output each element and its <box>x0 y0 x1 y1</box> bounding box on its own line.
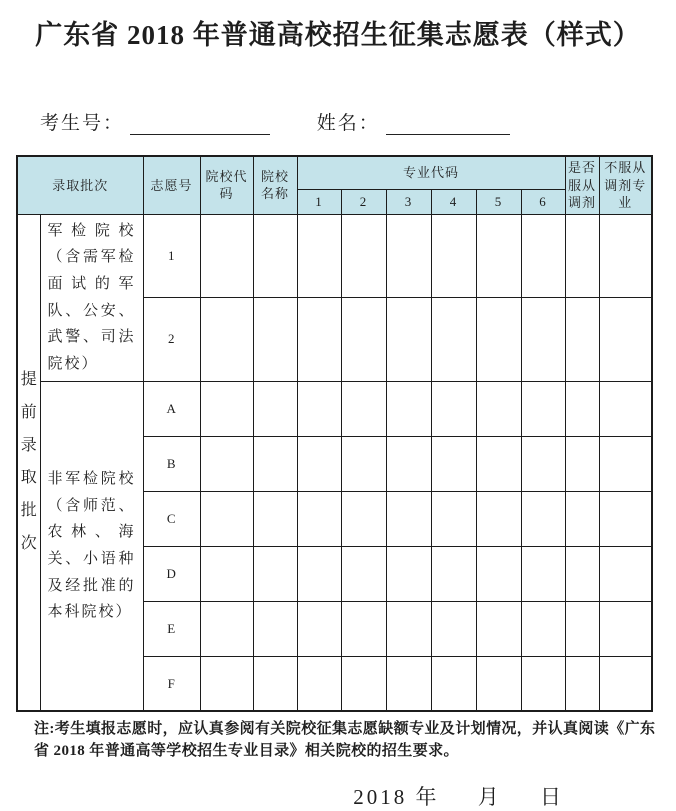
blank-cell <box>521 436 565 491</box>
date-year: 2018 年 <box>353 785 440 810</box>
blank-cell <box>431 546 476 601</box>
blank-cell <box>521 298 565 382</box>
blank-cell <box>386 298 431 382</box>
blank-cell <box>341 381 386 436</box>
blank-cell <box>521 546 565 601</box>
date-day: 日 <box>540 785 564 810</box>
blank-cell <box>341 491 386 546</box>
blank-cell <box>431 601 476 656</box>
blank-cell <box>297 298 341 382</box>
header-major-code: 专业代码 <box>297 156 565 189</box>
blank-cell <box>565 491 599 546</box>
blank-cell <box>200 436 253 491</box>
blank-cell <box>476 601 521 656</box>
blank-cell <box>253 656 297 711</box>
blank-cell <box>599 214 652 298</box>
blank-cell <box>253 601 297 656</box>
blank-cell <box>341 298 386 382</box>
blank-cell <box>565 214 599 298</box>
blank-cell <box>521 656 565 711</box>
blank-cell <box>565 601 599 656</box>
blank-cell <box>200 214 253 298</box>
blank-cell <box>297 436 341 491</box>
volunteer-no-A: A <box>143 381 200 436</box>
blank-cell <box>253 381 297 436</box>
name-label: 姓名： <box>316 113 380 134</box>
date-month: 月 <box>477 785 502 810</box>
blank-cell <box>599 298 652 382</box>
blank-cell <box>599 656 652 711</box>
blank-cell <box>431 656 476 711</box>
blank-cell <box>521 214 565 298</box>
blank-cell <box>476 381 521 436</box>
volunteer-table-wrap <box>16 155 676 712</box>
blank-cell <box>521 491 565 546</box>
group-nonmilitary-label: 非军检院校（含师范、农林、海关、小语种及经批准的本科院校） <box>40 381 143 711</box>
volunteer-table <box>16 155 653 712</box>
blank-cell <box>253 436 297 491</box>
blank-cell <box>341 436 386 491</box>
blank-cell <box>431 214 476 298</box>
footnote <box>34 719 664 762</box>
header-major-col-4: 4 <box>431 189 476 214</box>
blank-cell <box>521 601 565 656</box>
blank-cell <box>297 546 341 601</box>
header-major-col-1: 1 <box>297 189 341 214</box>
volunteer-no-F: F <box>143 656 200 711</box>
blank-cell <box>386 601 431 656</box>
volunteer-no-1: 1 <box>143 214 200 298</box>
page-title: 广东省 2018 年普通高校招生征集志愿表（样式） <box>35 20 641 50</box>
blank-cell <box>476 546 521 601</box>
blank-cell <box>565 546 599 601</box>
blank-cell <box>253 491 297 546</box>
date-line <box>0 781 676 811</box>
footnote-text: 考生填报志愿时，应认真参阅有关院校征集志愿缺额专业及计划情况，并认真阅读《广东省 2018 年普通高等学校招生专业目录》相关院校的招生要求。 <box>34 721 656 759</box>
blank-cell <box>341 214 386 298</box>
header-major-col-2: 2 <box>341 189 386 214</box>
blank-cell <box>297 381 341 436</box>
blank-cell <box>599 381 652 436</box>
header-obey-adjust: 是否服从调剂 <box>565 156 599 214</box>
header-batch: 录取批次 <box>17 156 143 214</box>
volunteer-no-D: D <box>143 546 200 601</box>
blank-cell <box>297 656 341 711</box>
blank-cell <box>476 214 521 298</box>
blank-cell <box>599 601 652 656</box>
blank-cell <box>297 491 341 546</box>
blank-cell <box>565 656 599 711</box>
identity-line <box>40 108 676 138</box>
blank-cell <box>297 214 341 298</box>
blank-cell <box>297 601 341 656</box>
blank-cell <box>341 546 386 601</box>
blank-cell <box>431 381 476 436</box>
blank-cell <box>521 381 565 436</box>
header-major-col-5: 5 <box>476 189 521 214</box>
blank-cell <box>341 656 386 711</box>
header-college-code: 院校代码 <box>200 156 253 214</box>
blank-cell <box>599 546 652 601</box>
footnote-prefix: 注: <box>34 721 55 738</box>
volunteer-no-E: E <box>143 601 200 656</box>
blank-cell <box>341 601 386 656</box>
blank-cell <box>599 491 652 546</box>
header-major-col-3: 3 <box>386 189 431 214</box>
blank-cell <box>200 298 253 382</box>
blank-cell <box>386 214 431 298</box>
blank-cell <box>386 656 431 711</box>
blank-cell <box>565 298 599 382</box>
name-underline <box>386 115 510 135</box>
blank-cell <box>253 546 297 601</box>
blank-cell <box>386 491 431 546</box>
candidate-no-label: 考生号： <box>40 113 125 134</box>
blank-cell <box>476 436 521 491</box>
blank-cell <box>253 298 297 382</box>
volunteer-no-2: 2 <box>143 298 200 382</box>
blank-cell <box>431 298 476 382</box>
volunteer-no-C: C <box>143 491 200 546</box>
blank-cell <box>200 546 253 601</box>
group-military-label: 军检院校（含需军检面试的军队、公安、武警、司法院校） <box>40 214 143 381</box>
blank-cell <box>200 491 253 546</box>
blank-cell <box>200 381 253 436</box>
batch-vertical-label: 提前录取批次 <box>17 214 40 711</box>
blank-cell <box>431 436 476 491</box>
blank-cell <box>565 436 599 491</box>
blank-cell <box>200 601 253 656</box>
header-major-col-6: 6 <box>521 189 565 214</box>
blank-cell <box>431 491 476 546</box>
header-volunteer-no: 志愿号 <box>143 156 200 214</box>
blank-cell <box>200 656 253 711</box>
blank-cell <box>599 436 652 491</box>
blank-cell <box>476 656 521 711</box>
blank-cell <box>386 546 431 601</box>
blank-cell <box>565 381 599 436</box>
blank-cell <box>386 436 431 491</box>
volunteer-no-B: B <box>143 436 200 491</box>
header-college-name: 院校名称 <box>253 156 297 214</box>
header-refuse-adjust-major: 不服从调剂专业 <box>599 156 652 214</box>
blank-cell <box>476 298 521 382</box>
candidate-no-underline <box>130 115 270 135</box>
blank-cell <box>476 491 521 546</box>
blank-cell <box>386 381 431 436</box>
blank-cell <box>253 214 297 298</box>
